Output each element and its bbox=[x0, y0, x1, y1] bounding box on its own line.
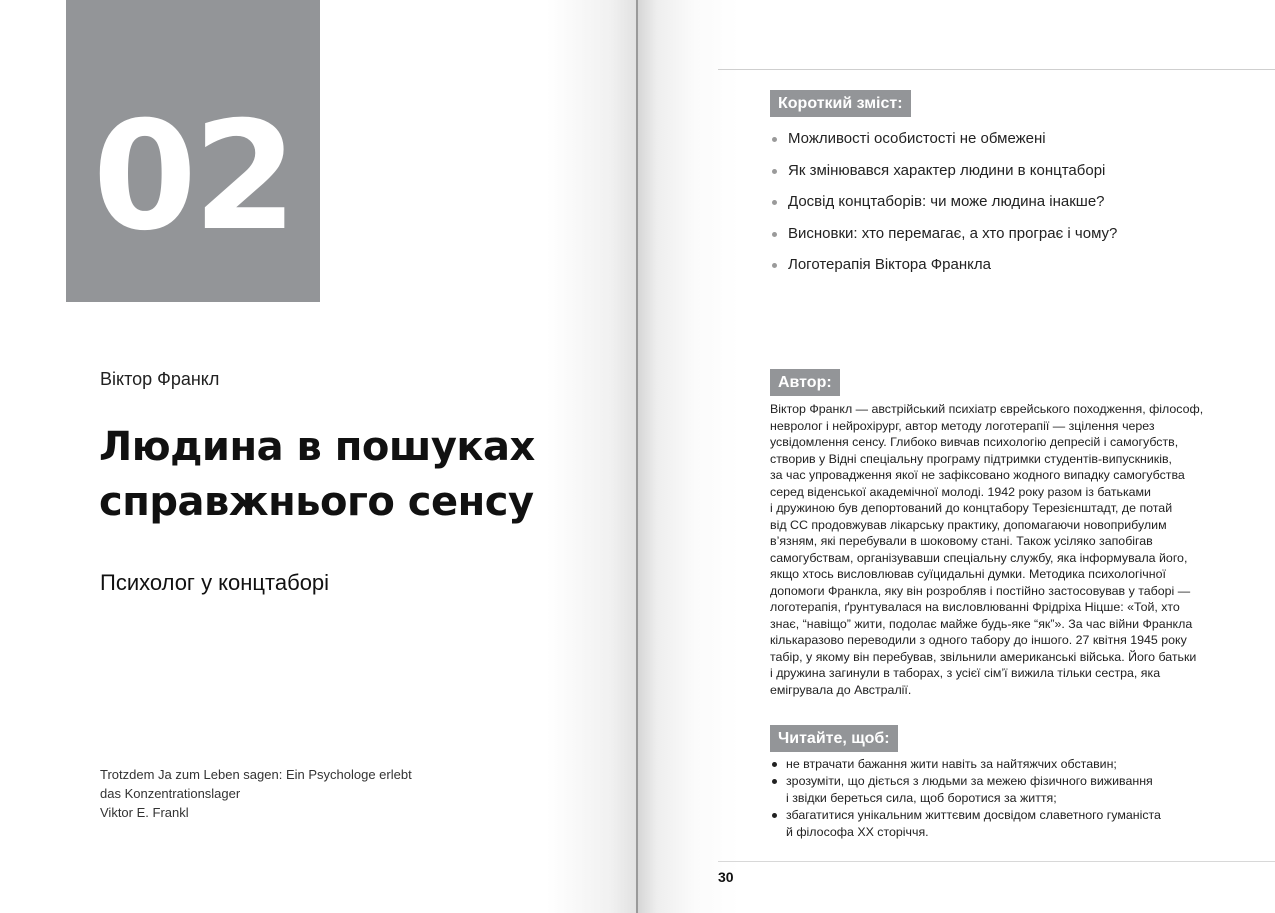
page-number: 30 bbox=[718, 869, 734, 885]
summary-item: Досвід концтаборів: чи може людина інакше? bbox=[770, 190, 1117, 222]
bottom-divider bbox=[718, 861, 1275, 862]
read-item: зрозуміти, що діється з людьми за межею фізичного виживання і звідки береться сила, щоб боротися за життя; bbox=[770, 773, 1210, 807]
read-label: Читайте, щоб: bbox=[770, 725, 898, 752]
book-title: Людина в пошуках справжнього сенсу bbox=[99, 424, 535, 525]
summary-label: Короткий зміст: bbox=[770, 90, 911, 117]
original-title-line: das Konzentrationslager bbox=[100, 786, 241, 801]
chapter-number-box bbox=[66, 0, 320, 302]
summary-item: Можливості особистості не обмежені bbox=[770, 127, 1117, 159]
author-bio: Віктор Франкл — австрійський психіатр єврейського походження, філософ, невролог і нейрохірург, автор методу логотерапії — зцілення через усвідомлення сенсу. Глибоко вивчав психологію депресій і самогубств, створив у Відні спеціальну програму підтримки студентів-випускників, за час упровадження якої не зафіксовано жодного випадку самогубства серед віденської академічної молоді. 1942 року разом із батьками і дружиною був депортований до концтабору Терезієнштадт, де потай від СС продовжував лікарську практику, допомагаючи новоприбулим в’язням, які перебували в шоковому стані. Також усіляко запобігав самогубствам, організувавши спеціальну службу, яка інформувала його, якщо хтось висловлював суїцидальні думки. Методика психологічної допомоги Франкла, яку він розробляв і постійно застосовував у таборі — логотерапія, ґрунтувалася на висловлюванні Фрідріха Ніцше: «Той, хто знає, “навіщо” жити, подолає майже будь-яке “як”». За час війни Франкла кількаразово переводили з одного табору до іншого. 27 квітня 1945 року табір, у якому він перебував, звільнили американські війська. Його батьки і дружина загинули в таборах, з усієї сім’ї вижила тільки сестра, яка емігрувала до Австралії. bbox=[770, 402, 1204, 697]
read-list bbox=[770, 756, 1210, 841]
top-divider bbox=[718, 69, 1275, 70]
read-item: не втрачати бажання жити навіть за найтяжчих обставин; bbox=[770, 756, 1210, 773]
author-label: Автор: bbox=[770, 369, 840, 396]
original-title bbox=[100, 765, 412, 822]
left-page bbox=[0, 0, 636, 913]
book-subtitle: Психолог у концтаборі bbox=[100, 570, 330, 595]
original-title-line: Viktor E. Frankl bbox=[100, 805, 189, 820]
read-item: збагатитися унікальним життєвим досвідом славетного гуманіста й філософа ХХ сторіччя. bbox=[770, 807, 1210, 841]
book-author: Віктор Франкл bbox=[100, 369, 220, 389]
summary-list bbox=[770, 127, 1117, 285]
summary-item: Як змінювався характер людини в концтаборі bbox=[770, 159, 1117, 191]
summary-item: Логотерапія Віктора Франкла bbox=[770, 253, 1117, 285]
original-title-line: Trotzdem Ja zum Leben sagen: Ein Psychologe erlebt bbox=[100, 767, 412, 782]
summary-item: Висновки: хто перемагає, а хто програє і чому? bbox=[770, 222, 1117, 254]
chapter-number: 02 bbox=[92, 90, 294, 264]
